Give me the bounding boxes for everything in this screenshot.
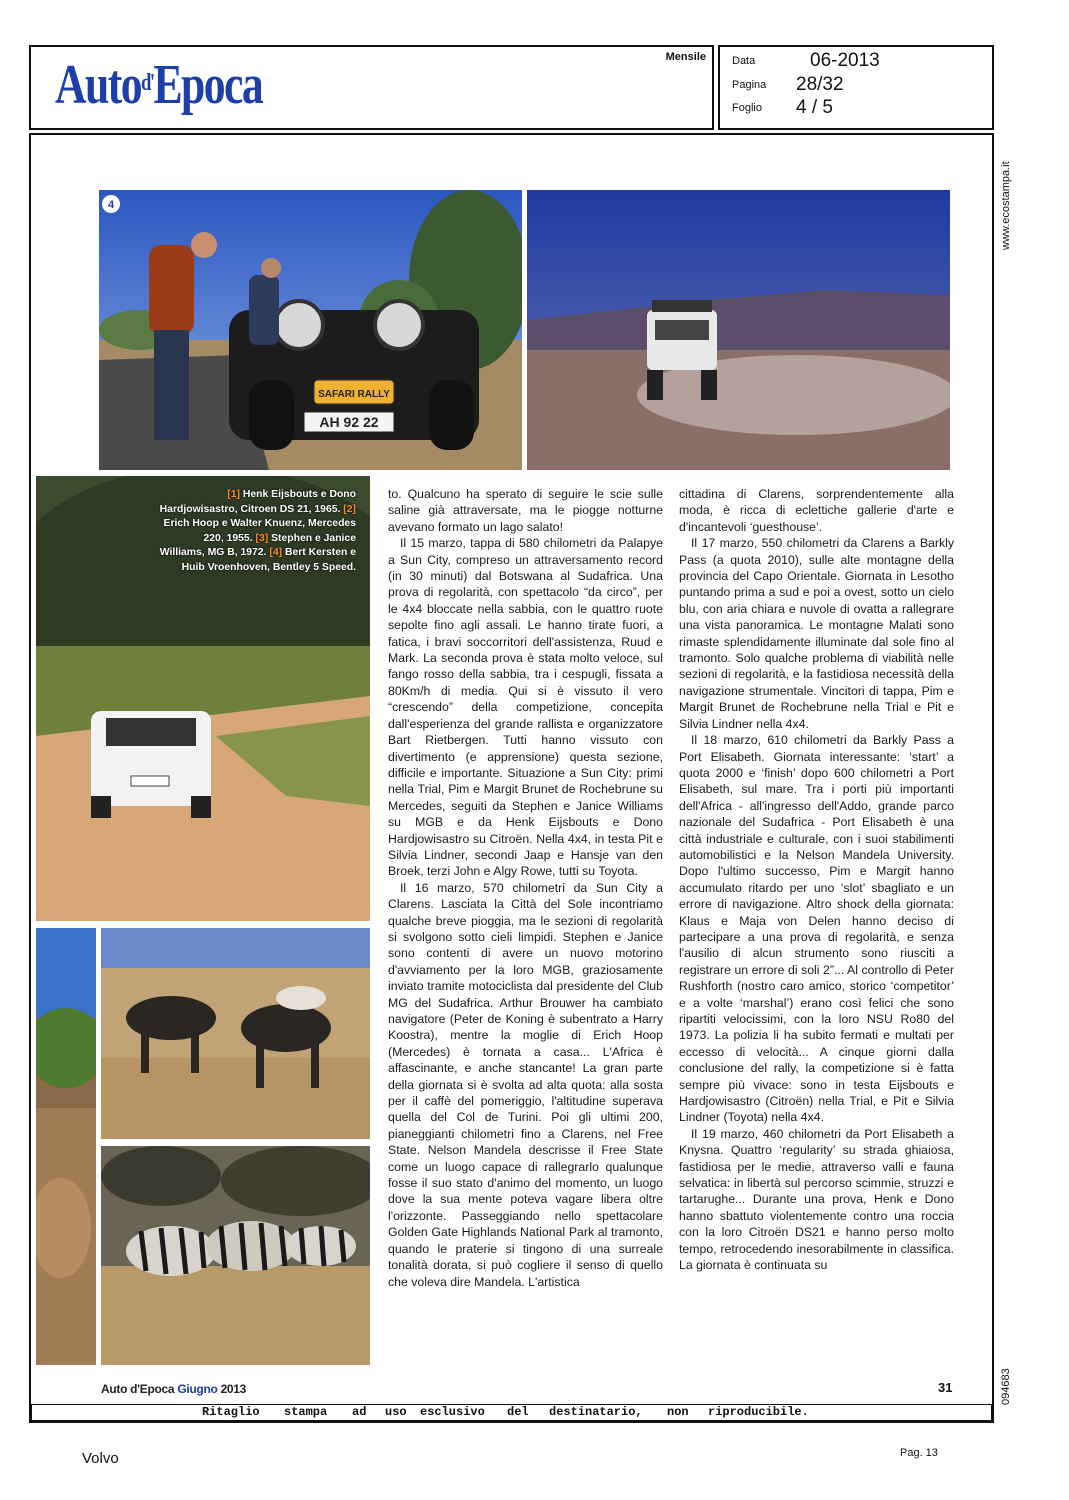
strip-illustration [36,928,96,1365]
foglio-value: 4 / 5 [796,97,833,118]
wildebeest-illustration [101,928,370,1139]
col1-paragraph-3: Il 16 marzo, 570 chilometri da Sun City a Clarens. Lasciata la Città del Sole incontriamo qualche breve pioggia, ma le sezioni di regolarità si svolgono sotto cieli limpidi. Stephen e Janice sono contenti di avere un nuovo motorino d'avviamento per la loro MGB, graziosamente inviato tramite motociclista dal presidente del Club MG del Sudafrica. Arthur Brouwer ha cambiato navigatore (Peter de Koning è subentrato a Harry Koostra), mentre la moglie di Erich Hoop (Mercedes) è tornata a casa... L'Africa è affascinante, e anche stancante! La gran parte della giornata si è svolta ad alta quota: alla sosta per il caffè del pomeriggio, l'altitudine superava quella del Col de Turini. Poi gli ultimi 200, pianeggianti chilometri fino a Clarens, nel Free State. Nelson Mandela descrisse il Free State come un luogo capace di rallegrarlo qualunque fosse il suo stato d'animo del momento, un luogo dove la sua mente poteva vagare libera oltre l'orizzonte. Passeggiando nello spettacolare Golden Gate Highlands National Park al tramonto, quando le praterie si tingono di una surreale tonalità dorata, si può cogliere il senso di quello che voleva dire Mandela. L'artistica [388,880,663,1289]
registration-plate: AH 92 22 [319,414,379,430]
photo-sand-toyota [36,476,370,921]
meta-box [718,45,994,130]
desert-illustration [527,190,950,470]
client-name: Volvo [82,1450,119,1467]
frequency-label: Mensile [665,51,706,63]
photo-number-badge: 4 [107,199,115,211]
pagina-label: Pagina [732,79,767,91]
website-vertical: www.ecostampa.it [1000,161,1012,250]
folio-page-number: 31 [938,1380,953,1395]
code-vertical: 094683 [1000,1368,1012,1405]
article-column-1 [388,486,663,1290]
photo-left-strip [36,928,96,1365]
reproduction-notice: Ritaglio stampa ad uso esclusivo del destinatario, non riproducibile. [30,1404,993,1422]
page-indicator: Pag. 13 [900,1447,938,1459]
col1-paragraph-2: Il 15 marzo, tappa di 580 chilometri da Palapye a Sun City, compreso un attraversamento record (in 30 minuti) dal Botswana al Sudafrica. Una prova di regolarità, con spettacolo “da circo”, per le 4x4 bloccate nella sabbia, con le quattro ruote sepolte fino agli assali. Le hanno tirate fuori, a fatica, i bravi soccorritori dell'assistenza, Ruud e Mark. La seconda prova è stata molto veloce, sul fango rosso della sabbia, tra i cespugli, fissata a 80Km/h di media. Qui si è vissuto il vero “crescendo” della competizione, concepita dall'esperienza del grande rallista e organizzatore Bart Rietbergen. Tutti hanno vissuto con divertimento (e apprensione) questa sezione, difficile e importante. Situazione a Sun City: primi nella Trial, Pim e Margit Brunet de Rochebrune su Mercedes, seguiti da Stephen e Janice Williams su MGB e da Henk Eijsbouts e Dono Hardjowisastro su Citroën. Nella 4x4, in testa Pit e Silvia Lindner, secondi Jaap e Hansje van den Broek, terzi John e Algy Rowe, tutti su Toyota. [388,536,663,879]
col1-paragraph-1: to. Qualcuno ha sperato di seguire le scie sulle saline già attraversate, ma le piogge notturne avevano formato un lago salato! [388,487,663,534]
photo-zebras [101,1146,370,1365]
masthead-box [29,45,714,130]
col2-paragraph-1: cittadina di Clarens, sorprendentemente alla moda, è ricca di eclettiche gallerie d'arte e d'incantevoli ‘guesthouse’. [679,487,954,534]
folio-left: Auto d'Epoca Giugno 2013 [101,1382,247,1396]
pagina-value: 28/32 [796,74,844,95]
photo-desert-toyota [527,190,950,470]
safari-rally-plate: SAFARI RALLY [318,389,390,400]
photo-caption: [1] Henk Eijsbouts e Dono Hardjowisastro, Citroen DS 21, 1965. [2] Erich Hoop e Walter Knuenz, Mercedes 220, 1955. [3] Stephen e Janice Williams, MG B, 1972. [4] Bert Kersten e Huib Vroenhoven, Bentley 5 Speed. [159,489,356,573]
col2-paragraph-4: Il 19 marzo, 460 chilometri da Port Elisabeth a Knysna. Quattro ‘regularity’ su strada ghiaiosa, fastidiosa per le medie, attraverso valli e fauna selvatica: in libertà sul percorso scimmie, struzzi e tartarughe... Durante una prova, Henk e Dono hanno sbattuto violentemente contro una roccia con la loro Citroën DS21 e hanno perso molto tempo, retrocedendo inesorabilmente in classifica. La giornata è continuata su [679,1126,954,1273]
photo-bentley [99,190,522,470]
col2-paragraph-3: Il 18 marzo, 610 chilometri da Barkly Pass a Port Elisabeth. Giornata interessante: ‘start’ a quota 2000 e ‘finish’ dopo 600 chilometri a Port Elisabeth, sul mare. Tra i porti più importanti dell'Africa - all'ingresso dell'Addo, grande parco nazionale del Sudafrica - Port Elisabeth è una città industriale e culturale, con i suoi stabilimenti automobilistici e la Nelson Mandela University. Dopo l'ultimo successo, Pim e Margit hanno accumulato ritardo per uno ‘slot’ sbagliato e un errore di navigazione. Altro shock della giornata: Klaus e Maja von Delen hanno deciso di partecipare a una prova di regolarità, e senza l'ausilio di alcun strumento sono riusciti a registrare un errore di soli 2”... Al controllo di Peter Rushforth (nostro caro amico, storico ‘competitor’ e a volte ‘marshal’) erano così felici che sono ripartiti velocissimi, con la loro NSU Ro80 del 1973. La polizia li ha subito fermati e multati per eccesso di velocità... A cinque giorni dalla conclusione del rally, la competizione si è fatta sempre più vivace: sono in testa Eijsbouts e Hardjowisastro (Citroën) nella Trial, e Pit e Silvia Lindner (Toyota) nella 4x4. [679,733,954,1125]
foglio-label: Foglio [732,102,762,114]
article-column-2 [679,486,954,1274]
bentley-illustration [99,190,522,470]
zebras-illustration [101,1146,370,1365]
data-value: 06-2013 [810,50,880,71]
col2-paragraph-2: Il 17 marzo, 550 chilometri da Clarens a Barkly Pass (a quota 2010), sulle alte montagne della provincia del Capo Orientale. Giornata in Lesotho puntando prima a sud e poi a ovest, sotto un cielo blu, con aria chiara e nuvole di ovatta a rallegrare una vista panoramica. Le montagne Malati sono rimaste splendidamente illuminate dal sole fino al tramonto. Solo qualche problema di viabilità nelle sezioni di regolarità, e la fastidiosa necessità della navigazione strumentale. Vincitori di tappa, Pim e Margit Brunet de Rochebrune nella Trial e Pit e Silvia Lindner nella 4x4. [679,536,954,731]
publication-logo: Auto$^{d'}$Epoca [55,54,263,116]
photo-wildebeest [101,928,370,1139]
data-label: Data [732,55,756,67]
